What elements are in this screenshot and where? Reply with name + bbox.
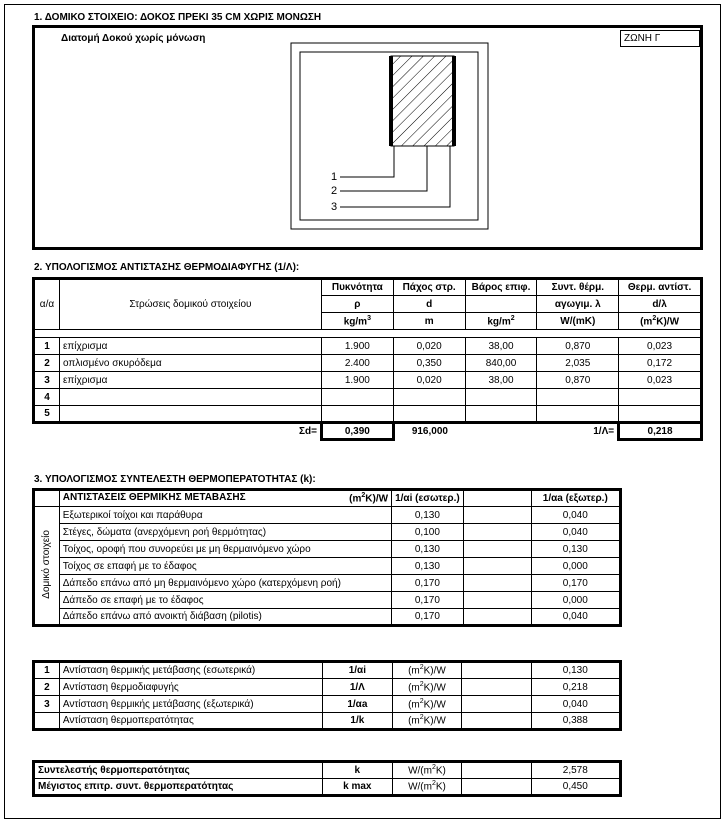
header-density: Πυκνότητα — [321, 279, 393, 296]
table-row: 2 Αντίσταση θερμοδιαφυγής 1/Λ $(m^2K)/W$ 0,218 — [34, 679, 621, 696]
table-row: Δάπεδο επάνω από μη θερμαινόμενο χώρο (κατερχόμενη ροή) 0,170 0,170 — [34, 575, 621, 592]
section3-title: 3. ΥΠΟΛΟΓΙΣΜΟΣ ΣΥΝΤΕΛΕΣΤΗ ΘΕΡΜΟΠΕΡΑΤΟΤΗΤΑΣ (k): — [34, 474, 316, 485]
table-row: 1 επίχρισμα 1.900 0,020 38,00 0,870 0,023 — [34, 338, 702, 355]
table-row: Δάπεδο επάνω από ανοικτή διάβαση (pilotis) 0,170 0,040 — [34, 609, 621, 626]
header-thickness-unit: m — [393, 313, 465, 330]
layer-label-3: 3 — [331, 201, 338, 213]
table-row: Αντίσταση θερμοπερατότητας 1/k $(m^2K)/W$ 0,388 — [34, 713, 621, 730]
table-row: Στέγες, δώματα (ανερχόμενη ροή θερμότητας) 0,100 0,040 — [34, 524, 621, 541]
col-outer: 1/αa (εξωτερ.) — [531, 490, 620, 507]
col-inner: 1/αi (εσωτερ.) — [392, 490, 464, 507]
header-density-sym: ρ — [321, 296, 393, 313]
header-resistance: Θερμ. αντίστ. — [619, 279, 702, 296]
inv-label: 1/Λ= — [593, 426, 615, 438]
header-conductivity-unit: W/(mK) — [537, 313, 619, 330]
layers-table — [32, 277, 703, 441]
beam-section-diagram — [290, 42, 490, 232]
table-row: Τοίχος σε επαφή με το έδαφος 0,130 0,000 — [34, 558, 621, 575]
zone-label: ΖΩΝΗ Γ — [620, 30, 700, 47]
header-thickness-sym: d — [393, 296, 465, 313]
table-row: Συντελεστής θερμοπερατότητας k $W/(m^2K)$ 2,578 — [34, 762, 621, 779]
inv-value: 0,218 — [619, 423, 702, 440]
header-conductivity: Συντ. θέρμ. — [537, 279, 619, 296]
header-aa: α/α — [34, 279, 60, 330]
table-row: 3 επίχρισμα 1.900 0,020 38,00 0,870 0,023 — [34, 372, 702, 389]
header-resistance-unit: $(m^2K)/W$ — [619, 313, 702, 330]
table-row: 1 Αντίσταση θερμικής μετάβασης (εσωτερικά) 1/αi $(m^2K)/W$ 0,130 — [34, 662, 621, 679]
table-row: Δάπεδο σε επαφή με το έδαφος 0,170 0,000 — [34, 592, 621, 609]
section2-title: 2. ΥΠΟΛΟΓΙΣΜΟΣ ΑΝΤΙΣΤΑΣΗΣ ΘΕΡΜΟΔΙΑΦΥΓΗΣ (1/Λ): — [34, 262, 300, 273]
side-label: Δομικό στοιχείο — [41, 529, 53, 599]
summary-table — [32, 660, 622, 731]
table-row: Τοίχος, οροφή που συνορεύει με μη θερμαινόμενο χώρο 0,130 0,130 — [34, 541, 621, 558]
sum-d: 0,390 — [321, 423, 393, 440]
transition-header: ΑΝΤΙΣΤΑΣΕΙΣ ΘΕΡΜΙΚΗΣ ΜΕΤΑΒΑΣΗΣ $(m^2K)/W$ — [59, 490, 391, 507]
table-row: 4 — [34, 389, 702, 406]
table-row: Μέγιστος επιτρ. συντ. θερμοπερατότητας k max $W/(m^2K)$ 0,450 — [34, 779, 621, 796]
table-row: 3 Αντίσταση θερμικής μετάβασης (εξωτερικά) 1/αa $(m^2K)/W$ 0,040 — [34, 696, 621, 713]
table-row: 5 — [34, 406, 702, 423]
section1-title: 1. ΔΟΜΙΚΟ ΣΤΟΙΧΕΙΟ: ΔΟΚΟΣ ΠΡΕΚΙ 35 CM ΧΩΡΙΣ ΜΟΝΩΣΗ — [34, 12, 322, 23]
table-row: Δομικό στοιχείο Εξωτερικοί τοίχοι και παράθυρα 0,130 0,040 — [34, 507, 621, 524]
layer-label-2: 2 — [331, 185, 338, 197]
transition-table — [32, 488, 622, 627]
header-layers: Στρώσεις δομικού στοιχείου — [59, 279, 321, 330]
header-density-unit: $kg/m^3$ — [321, 313, 393, 330]
header-conductivity-sym: αγωγιμ. λ — [537, 296, 619, 313]
sum-label: Σd= — [299, 426, 317, 438]
header-thickness: Πάχος στρ. — [393, 279, 465, 296]
layer-label-1: 1 — [331, 171, 338, 183]
header-weight-unit: $kg/m^2$ — [465, 313, 537, 330]
header-weight: Βάρος επιφ. — [465, 279, 537, 296]
final-table — [32, 760, 622, 797]
sum-w: 916,000 — [411, 426, 448, 438]
header-resistance-sym: d/λ — [619, 296, 702, 313]
diagram-title: Διατομή Δοκού χωρίς μόνωση — [61, 33, 206, 44]
table-row: 2 οπλισμένο σκυρόδεμα 2.400 0,350 840,00 2,035 0,172 — [34, 355, 702, 372]
